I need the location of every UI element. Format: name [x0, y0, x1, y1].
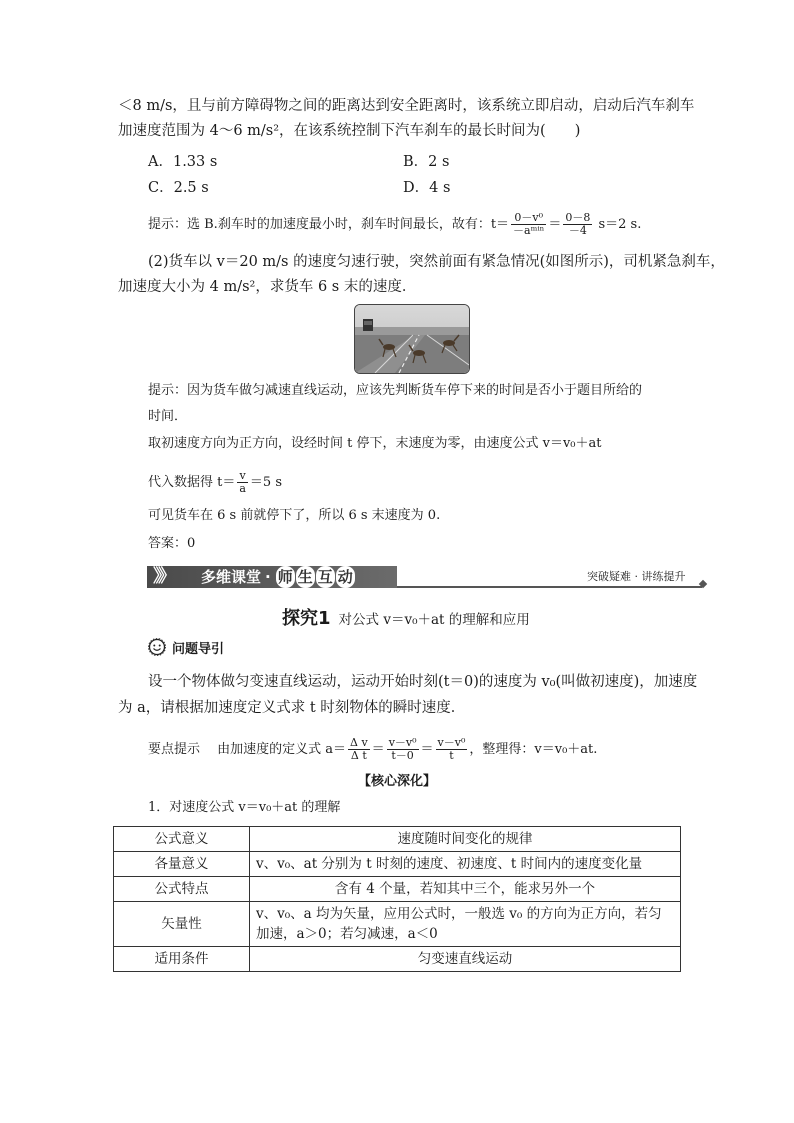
banner-title-a: 多维课堂: [201, 568, 262, 586]
option-a: A．1.33 s: [148, 154, 218, 170]
table-row: [114, 827, 681, 852]
hint-1-frac2-den: －4: [568, 224, 587, 237]
hint-2-frac-den: a: [239, 482, 246, 495]
banner-right-text: 突破疑难 · 讲练提升: [587, 570, 686, 583]
answer: 答案：0: [148, 536, 196, 551]
section-banner: [147, 566, 707, 594]
hint-2-line-5: 可见货车在 6 s 前就停下了，所以 6 s 末速度为 0.: [148, 508, 441, 523]
key-point-fraction-1: [348, 737, 370, 762]
hint-2-sub-suffix: ＝5 s: [249, 475, 282, 490]
guide-line-2: 为 a，请根据加速度定义式求 t 时刻物体的瞬时速度．: [118, 700, 466, 716]
hint-1-equals: ＝: [548, 217, 562, 232]
hint-2-line-3: 取初速度方向为正方向，设经时间 t 停下，末速度为零，由速度公式 v＝v₀＋at: [148, 436, 602, 451]
key-point-prefix: 要点提示 由加速度的定义式 a＝: [148, 742, 347, 757]
core-heading: 【核心深化】: [357, 774, 436, 789]
table-head-cell: 公式特点: [114, 877, 250, 902]
key-point-suffix: ，整理得：v＝v₀＋at.: [469, 742, 598, 757]
table-value-cell: 含有 4 个量，若知其中三个，能求另外一个: [250, 877, 681, 902]
option-b: B．2 s: [403, 154, 450, 170]
question-2-line-2: 加速度大小为 4 m/s²，求货车 6 s 末的速度．: [118, 279, 417, 295]
table-head-cell: 各量意义: [114, 852, 250, 877]
hint-2-fraction: [237, 470, 248, 495]
road-antelope-illustration: [355, 305, 469, 373]
banner-char-3: 互: [317, 568, 333, 586]
table-value-cell: v、v₀、at 分别为 t 时刻的速度、初速度、t 时间内的速度变化量: [250, 852, 681, 877]
banner-title: [201, 566, 355, 588]
table-value-cell: 匀变速直线运动: [250, 947, 681, 972]
intro-line-1: ＜8 m/s，且与前方障碍物之间的距离达到安全距离时，该系统立即启动，启动后汽车刹车: [118, 98, 695, 114]
guide-label: 问题导引: [172, 642, 225, 657]
hint-2-frac-num: v: [237, 470, 248, 483]
question-2-line-1: (2)货车以 v＝20 m/s 的速度匀速行驶，突然前面有紧急情况(如图所示)，司机紧急刹车，: [148, 254, 725, 270]
core-item-1: 1．对速度公式 v＝v₀＋at 的理解: [148, 800, 341, 815]
hint-1: [148, 212, 641, 237]
table-row: [114, 852, 681, 877]
intro-line-2: 加速度范围为 4～6 m/s²，在该系统控制下汽车刹车的最长时间为( ): [118, 123, 581, 139]
hint-1-frac1-num: 0－v⁰: [511, 212, 546, 225]
banner-char-4: 动: [337, 568, 353, 586]
banner-char-1: 师: [277, 568, 293, 586]
key-point: 要点提示 由加速度的定义式 a＝ $\frac{\text{Δ v}}{\text{Δ t}}$ ＝ $\frac{\text{v－v⁰}}{t-0}$ ＝ $\frac{\text{v－v⁰}}{t}$ ，整理得：v＝v₀＋at.: [148, 736, 598, 762]
key-point-f3-den: t: [449, 749, 454, 762]
chevron-right-icon: 》》: [153, 566, 172, 587]
hint-1-frac2-num: 0－8: [565, 211, 591, 224]
hint-2-substitution: [148, 470, 282, 495]
key-point-f2-den: t－0: [391, 749, 414, 762]
key-point-f1-den: Δ t: [350, 749, 367, 762]
table-value-line-2: 加速，a＞0；若匀减速，a＜0: [256, 926, 438, 942]
hint-1-frac1-den: －aᵐⁱⁿ: [513, 224, 545, 237]
hint-2-line-2: 时间．: [148, 409, 188, 424]
key-point-fraction-3: [436, 737, 468, 762]
table-row: [114, 947, 681, 972]
section-title-sub: 对公式 v＝v₀＋at 的理解和应用: [338, 612, 530, 628]
option-d: D．4 s: [403, 180, 451, 196]
road-antelope-photo: [354, 304, 470, 374]
banner-char-2: 生: [297, 568, 313, 586]
key-point-f1-num: Δ v: [350, 736, 368, 749]
key-point-f3-num: v－v⁰: [437, 736, 466, 749]
hint-1-fraction-2: [563, 212, 592, 237]
table-value-line-1: v、v₀、a 均为矢量，应用公式时，一般选 v₀ 的方向为正方向，若匀: [256, 906, 662, 922]
banner-rule: [397, 586, 702, 588]
table-value-cell: 速度随时间变化的规律: [250, 827, 681, 852]
hint-2-sub-prefix: 代入数据得 t＝: [148, 475, 236, 490]
hint-1-prefix: 提示：选 B.刹车时的加速度最小时，刹车时间最长，故有：t＝: [148, 217, 510, 232]
table-head-cell: 适用条件: [114, 947, 250, 972]
hint-2-line-1: 提示：因为货车做匀减速直线运动，应该先判断货车停下来的时间是否小于题目所给的: [148, 383, 643, 398]
section-title-main: 探究1: [282, 608, 331, 629]
option-c: C．2.5 s: [148, 180, 209, 196]
key-point-fraction-2: [387, 737, 419, 762]
guide-line-1: 设一个物体做匀变速直线运动，运动开始时刻(t＝0)的速度为 v₀(叫做初速度)，加速度: [148, 674, 698, 690]
banner-dot: ·: [265, 568, 271, 586]
table-row: [114, 902, 681, 947]
table-head-cell: 矢量性: [114, 902, 250, 947]
hint-1-suffix: s＝2 s.: [594, 217, 642, 232]
table-row: [114, 877, 681, 902]
table-value-cell: [250, 902, 681, 947]
formula-table: [113, 826, 681, 972]
hint-1-fraction-1: [511, 212, 546, 237]
key-point-f2-num: v－v⁰: [388, 736, 417, 749]
table-head-cell: 公式意义: [114, 827, 250, 852]
smiley-icon: [148, 638, 166, 656]
section-title: [282, 604, 530, 630]
